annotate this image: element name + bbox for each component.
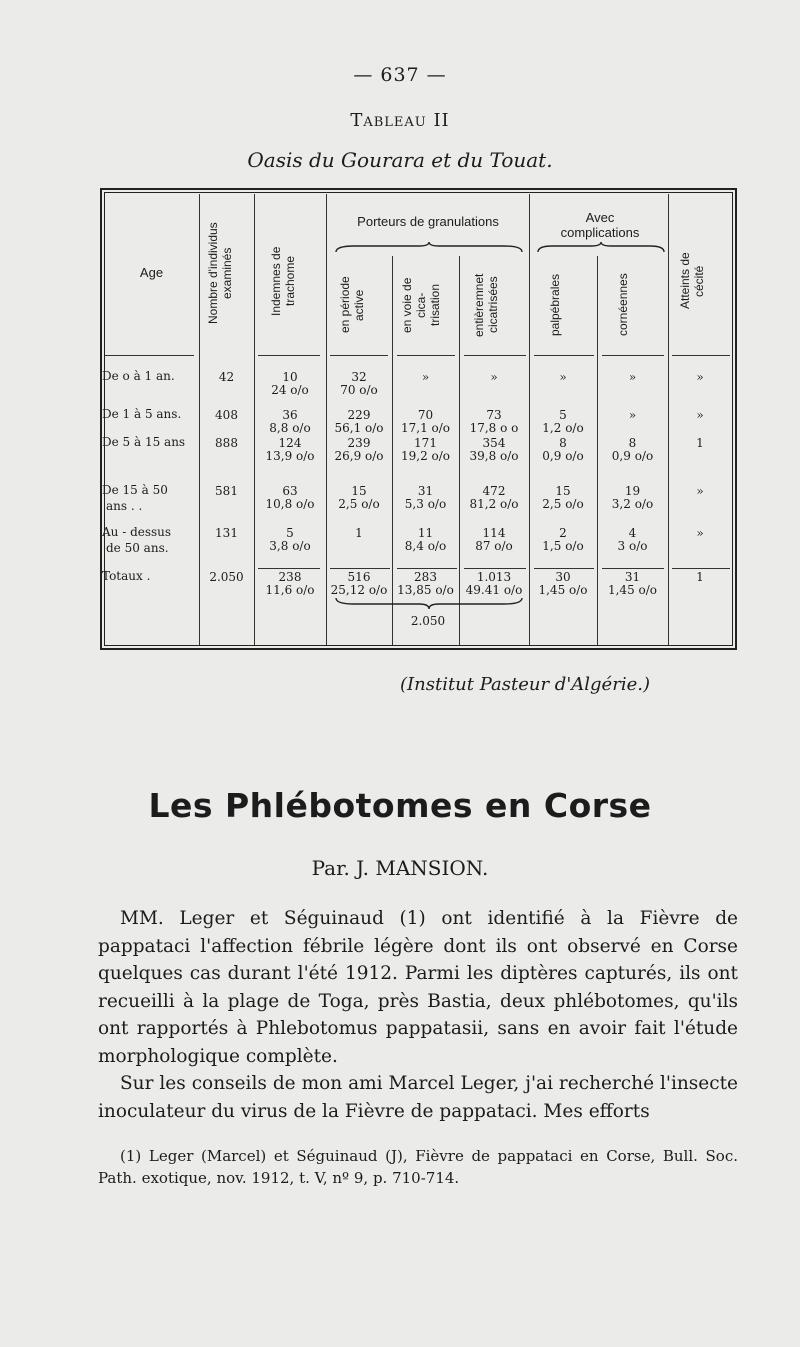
article-author: Par. J. MANSION.: [311, 856, 489, 880]
cell-voie1: 171: [414, 436, 437, 450]
row-age-label: Au - dessus: [102, 525, 172, 539]
cell-periode1: 239: [347, 436, 371, 450]
header-voie: en voie de cica- trisation: [400, 277, 442, 333]
cell-corn2: 3 o/o: [617, 539, 648, 553]
header-indemnes: Indemnes de trachome: [269, 246, 297, 316]
table-title-text: Tableau II: [350, 110, 450, 131]
cell-indemnes2: 3,8 o/o: [269, 539, 311, 553]
cell-nombre: 888: [215, 436, 238, 450]
row-age-label: De 5 à 15 ans: [102, 435, 186, 449]
cell-periode1: 32: [351, 370, 367, 384]
cell-entier1: 1.013: [476, 570, 512, 584]
header-periode: en période active: [338, 276, 366, 334]
cell-corn2: 0,9 o/o: [611, 449, 654, 463]
cell-corn1: 31: [624, 570, 641, 584]
cell-periode1: 15: [351, 484, 367, 498]
cell-indemnes2: 13,9 o/o: [265, 449, 315, 463]
cell-corn2: 3,2 o/o: [611, 497, 654, 511]
cell-periode2: 2,5 o/o: [338, 497, 380, 511]
cell-nombre: 42: [218, 370, 235, 384]
row-age-label: De o à 1 an.: [102, 369, 175, 383]
header-porteurs: Porteurs de granulations: [357, 214, 499, 229]
article-title: Les Phlébotomes en Corse: [148, 786, 652, 825]
cell-periode2: 56,1 o/o: [334, 421, 384, 435]
row-age-label: De 1 à 5 ans.: [102, 407, 182, 421]
cell-indemnes1: 36: [282, 408, 298, 422]
cell-voie1: 11: [417, 526, 434, 540]
cell-voie1: »: [421, 370, 430, 384]
header-nombre: Nombre d'individus examinés: [206, 222, 234, 324]
cell-entier1: »: [490, 370, 498, 384]
table-title: [0, 110, 800, 131]
cell-periode1: 229: [347, 408, 371, 422]
cell-indemnes2: 11,6 o/o: [265, 583, 315, 597]
cell-voie1: 31: [417, 484, 434, 498]
row-age-label: Totaux .: [102, 569, 151, 583]
cell-palp1: 15: [555, 484, 571, 498]
table-source: (Institut Pasteur d'Algérie.): [400, 674, 650, 695]
cell-voie2: 13,85 o/o: [397, 583, 454, 597]
cell-periode2: 26,9 o/o: [334, 449, 384, 463]
cell-periode1: 516: [347, 570, 371, 584]
header-corneennes: cornéennes: [616, 273, 630, 337]
cell-palp1: 8: [559, 436, 567, 450]
cell-indemnes2: 10,8 o/o: [265, 497, 315, 511]
cell-palp2: 0,9 o/o: [542, 449, 584, 463]
cell-corn1: 19: [624, 484, 641, 498]
cell-palp1: 5: [559, 408, 567, 422]
cell-voie2: 19,2 o/o: [400, 449, 451, 463]
cell-palp1: 2: [559, 526, 567, 540]
cell-entier1: 114: [482, 526, 506, 540]
cell-voie2: 17,1 o/o: [400, 421, 451, 435]
cell-voie2: 8,4 o/o: [404, 539, 447, 553]
cell-periode2: 70 o/o: [340, 383, 378, 397]
cell-voie2: 5,3 o/o: [404, 497, 447, 511]
cell-entier2: 81,2 o/o: [469, 497, 519, 511]
table-subtitle: Oasis du Gourara et du Touat.: [247, 148, 553, 172]
cell-cecite: 1: [696, 570, 704, 584]
row-age-label-cont: de 50 ans.: [106, 541, 169, 555]
cell-palp2: 1,2 o/o: [542, 421, 584, 435]
cell-entier1: 472: [482, 484, 506, 498]
cell-indemnes1: 238: [278, 570, 302, 584]
cell-indemnes2: 24 o/o: [271, 383, 309, 397]
cell-nombre: 131: [215, 526, 238, 540]
cell-entier2: 49.41 o/o: [465, 583, 523, 597]
cell-corn1: 4: [628, 526, 637, 540]
porteurs-brace: [334, 242, 524, 256]
cell-periode1: 1: [355, 526, 363, 540]
cell-palp2: 1,45 o/o: [538, 583, 588, 597]
header-palpebrales: palpébrales: [548, 273, 562, 337]
cell-palp2: 1,5 o/o: [542, 539, 584, 553]
cell-entier2: 87 o/o: [475, 539, 513, 553]
cell-indemnes1: 10: [282, 370, 298, 384]
page-number: — 637 —: [353, 64, 447, 86]
cell-cecite: 1: [696, 436, 704, 450]
cell-nombre: 408: [215, 408, 238, 422]
cell-palp2: 2,5 o/o: [542, 497, 584, 511]
cell-periode2: 25,12 o/o: [330, 583, 388, 597]
cell-cecite: »: [696, 526, 704, 540]
article-body: [98, 905, 738, 1125]
statistics-table: [100, 188, 737, 650]
porteurs-total: 2.050: [410, 614, 446, 628]
cell-cecite: »: [696, 408, 704, 422]
row-age-label: De 15 à 50: [102, 483, 168, 497]
footnote: (1) Leger (Marcel) et Séguinaud (J), Fièvre de pappataci en Corse, Bull. Soc. Path. exotique, nov. 1912, t. V, nº 9, p. 710-714.: [98, 1147, 738, 1187]
cell-corn2: 1,45 o/o: [607, 583, 658, 597]
cell-nombre: 581: [215, 484, 238, 498]
porteurs-total-brace: [334, 596, 524, 610]
cell-nombre: 2.050: [209, 570, 244, 584]
cell-palp1: »: [559, 370, 567, 384]
cell-cecite: »: [696, 484, 704, 498]
cell-entier2: 17,8 o o: [469, 421, 519, 435]
header-age: Age: [139, 265, 164, 280]
row-age-label-cont: ans . .: [106, 499, 143, 513]
cell-voie1: 283: [414, 570, 437, 584]
cell-indemnes1: 63: [282, 484, 298, 498]
cell-entier1: 354: [482, 436, 506, 450]
cell-entier1: 73: [486, 408, 502, 422]
paragraph: Sur les conseils de mon ami Marcel Leger, j'ai recherché l'insecte inoculateur du virus de la Fièvre de pappataci. Mes efforts: [98, 1073, 738, 1122]
header-cecite: Atteints de cécité: [678, 252, 706, 310]
cell-indemnes2: 8,8 o/o: [269, 421, 311, 435]
cell-corn1: »: [628, 370, 637, 384]
cell-indemnes1: 5: [286, 526, 294, 540]
cell-entier2: 39,8 o/o: [469, 449, 519, 463]
header-complications: Avec complications: [560, 210, 640, 240]
header-entierement: entièremnet cicatrisées: [472, 273, 500, 337]
cell-cecite: »: [696, 370, 704, 384]
cell-corn1: »: [628, 408, 637, 422]
cell-palp1: 30: [555, 570, 571, 584]
cell-corn1: 8: [628, 436, 637, 450]
complications-brace: [536, 242, 666, 256]
cell-indemnes1: 124: [278, 436, 302, 450]
cell-voie1: 70: [417, 408, 434, 422]
paragraph: MM. Leger et Séguinaud (1) ont identifié à la Fièvre de pappataci l'affection fébrile légère dont ils ont observé en Corse quelques cas durant l'été 1912. Parmi les diptères capturés, ils ont recueilli à la plage de Toga, près Bastia, deux phlébotomes, qu'ils ont rapportés à Phlebotomus pappatasii, sans en avoir fait l'étude morphologique complète.: [98, 908, 738, 1067]
